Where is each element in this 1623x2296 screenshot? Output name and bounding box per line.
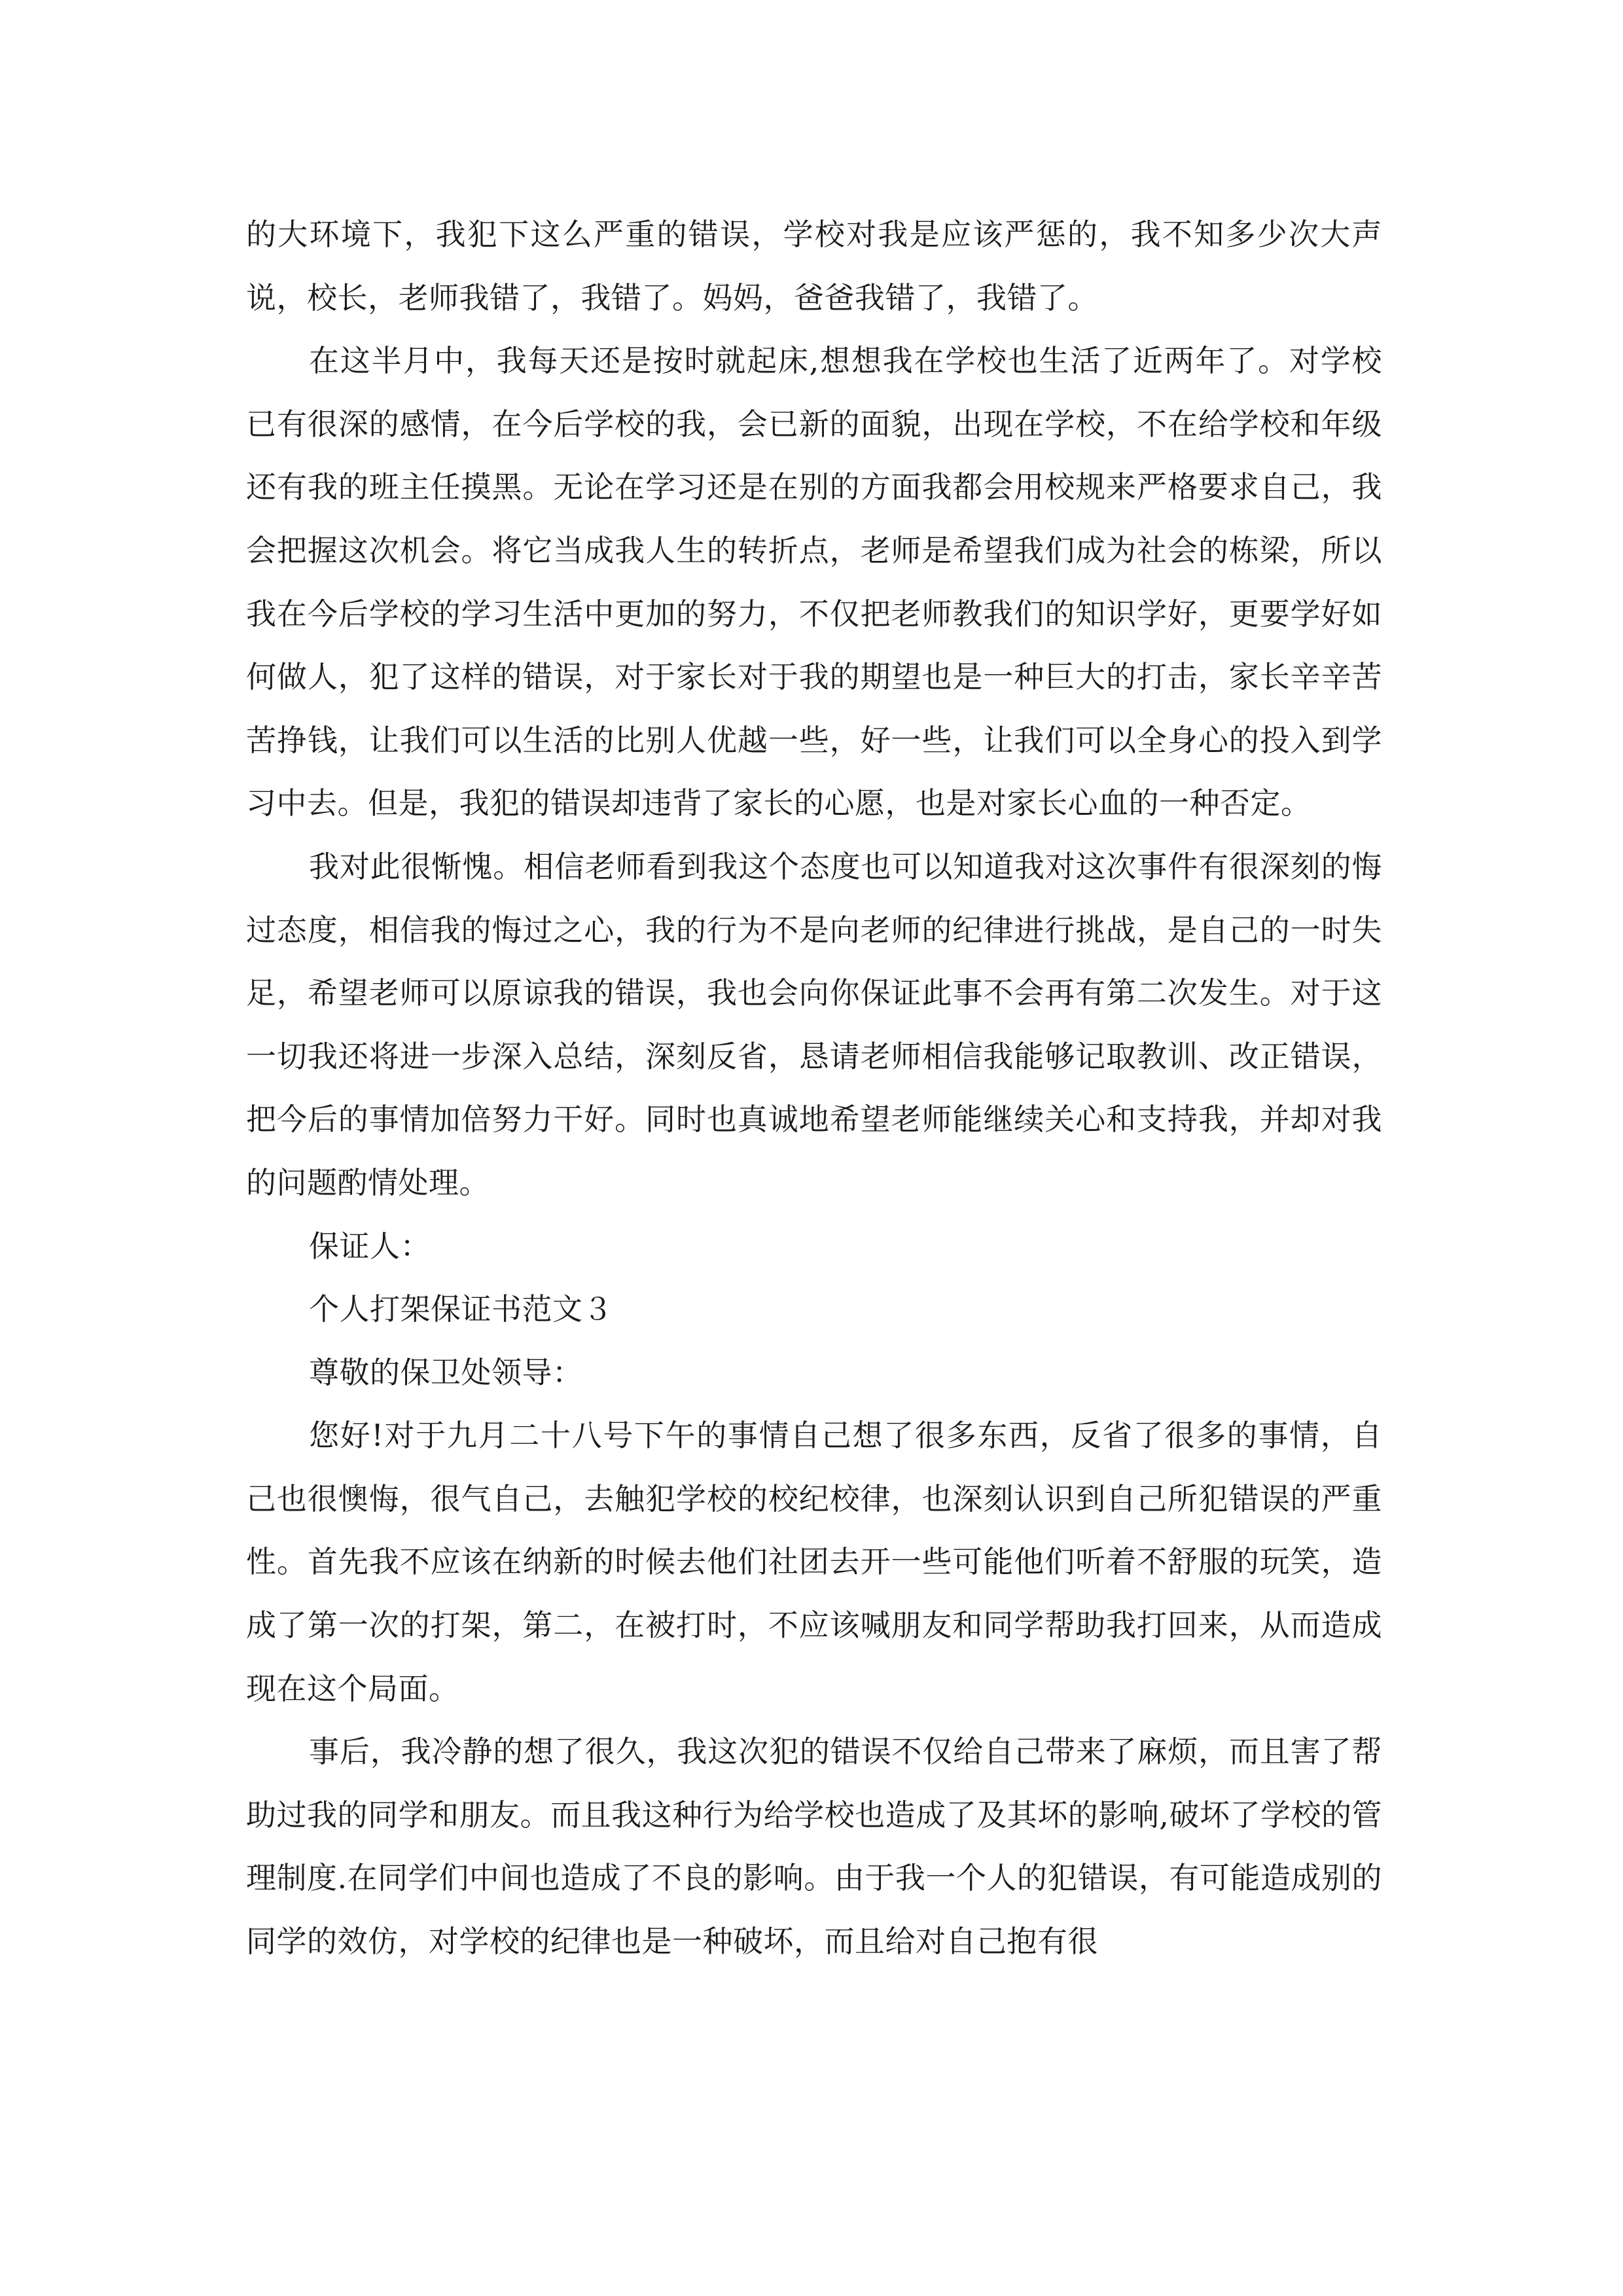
sample-title: 个人打架保证书范文３ (309, 1291, 613, 1327)
document-body (246, 203, 1382, 1973)
paragraph-aftermath: 事后，我冷静的想了很久，我这次犯的错误不仅给自己带来了麻烦，而且害了帮助过我的同学和朋友。而且我这种行为给学校也造成了及其坏的影响,破坏了学校的管理制度.在同学们中间也造成了不良的影响。由于我一个人的犯错误，有可能造成别的同学的效仿，对学校的纪律也是一种破坏，而且给对自己抱有很 (246, 1734, 1382, 1960)
guarantor-line: 保证人： (309, 1228, 431, 1264)
paragraph-continuation: 的大环境下，我犯下这么严重的错误，学校对我是应该严惩的，我不知多少次大声说，校长，老师我错了，我错了。妈妈，爸爸我错了，我错了。 (246, 217, 1382, 315)
salutation: 尊敬的保卫处领导： (309, 1354, 583, 1390)
paragraph-greeting: 您好!对于九月二十八号下午的事情自己想了很多东西，反省了很多的事情，自己也很懊悔，很气自己，去触犯学校的校纪校律，也深刻认识到自己所犯错误的严重性。首先我不应该在纳新的时候去他们社团去开一些可能他们听着不舒服的玩笑，造成了第一次的打架，第二，在被打时，不应该喊朋友和同学帮助我打回来，从而造成现在这个局面。 (246, 1418, 1382, 1706)
paragraph-reflection: 在这半月中，我每天还是按时就起床,想想我在学校也生活了近两年了。对学校已有很深的感情，在今后学校的我，会已新的面貌，出现在学校，不在给学校和年级还有我的班主任摸黑。无论在学习还是在别的方面我都会用校规来严格要求自己，我会把握这次机会。将它当成我人生的转折点，老师是希望我们成为社会的栋梁，所以我在今后学校的学习生活中更加的努力，不仅把老师教我们的知识学好，更要学好如何做人，犯了这样的错误，对于家长对于我的期望也是一种巨大的打击，家长辛辛苦苦挣钱，让我们可以生活的比别人优越一些，好一些，让我们可以全身心的投入到学习中去。但是，我犯的错误却违背了家长的心愿，也是对家长心血的一种否定。 (246, 343, 1382, 821)
paragraph-remorse: 我对此很惭愧。相信老师看到我这个态度也可以知道我对这次事件有很深刻的悔过态度，相信我的悔过之心，我的行为不是向老师的纪律进行挑战，是自己的一时失足，希望老师可以原谅我的错误，我也会向你保证此事不会再有第二次发生。对于这一切我还将进一步深入总结，深刻反省，恳请老师相信我能够记取教训、改正错误，把今后的事情加倍努力干好。同时也真诚地希望老师能继续关心和支持我，并却对我的问题酌情处理。 (246, 848, 1382, 1200)
